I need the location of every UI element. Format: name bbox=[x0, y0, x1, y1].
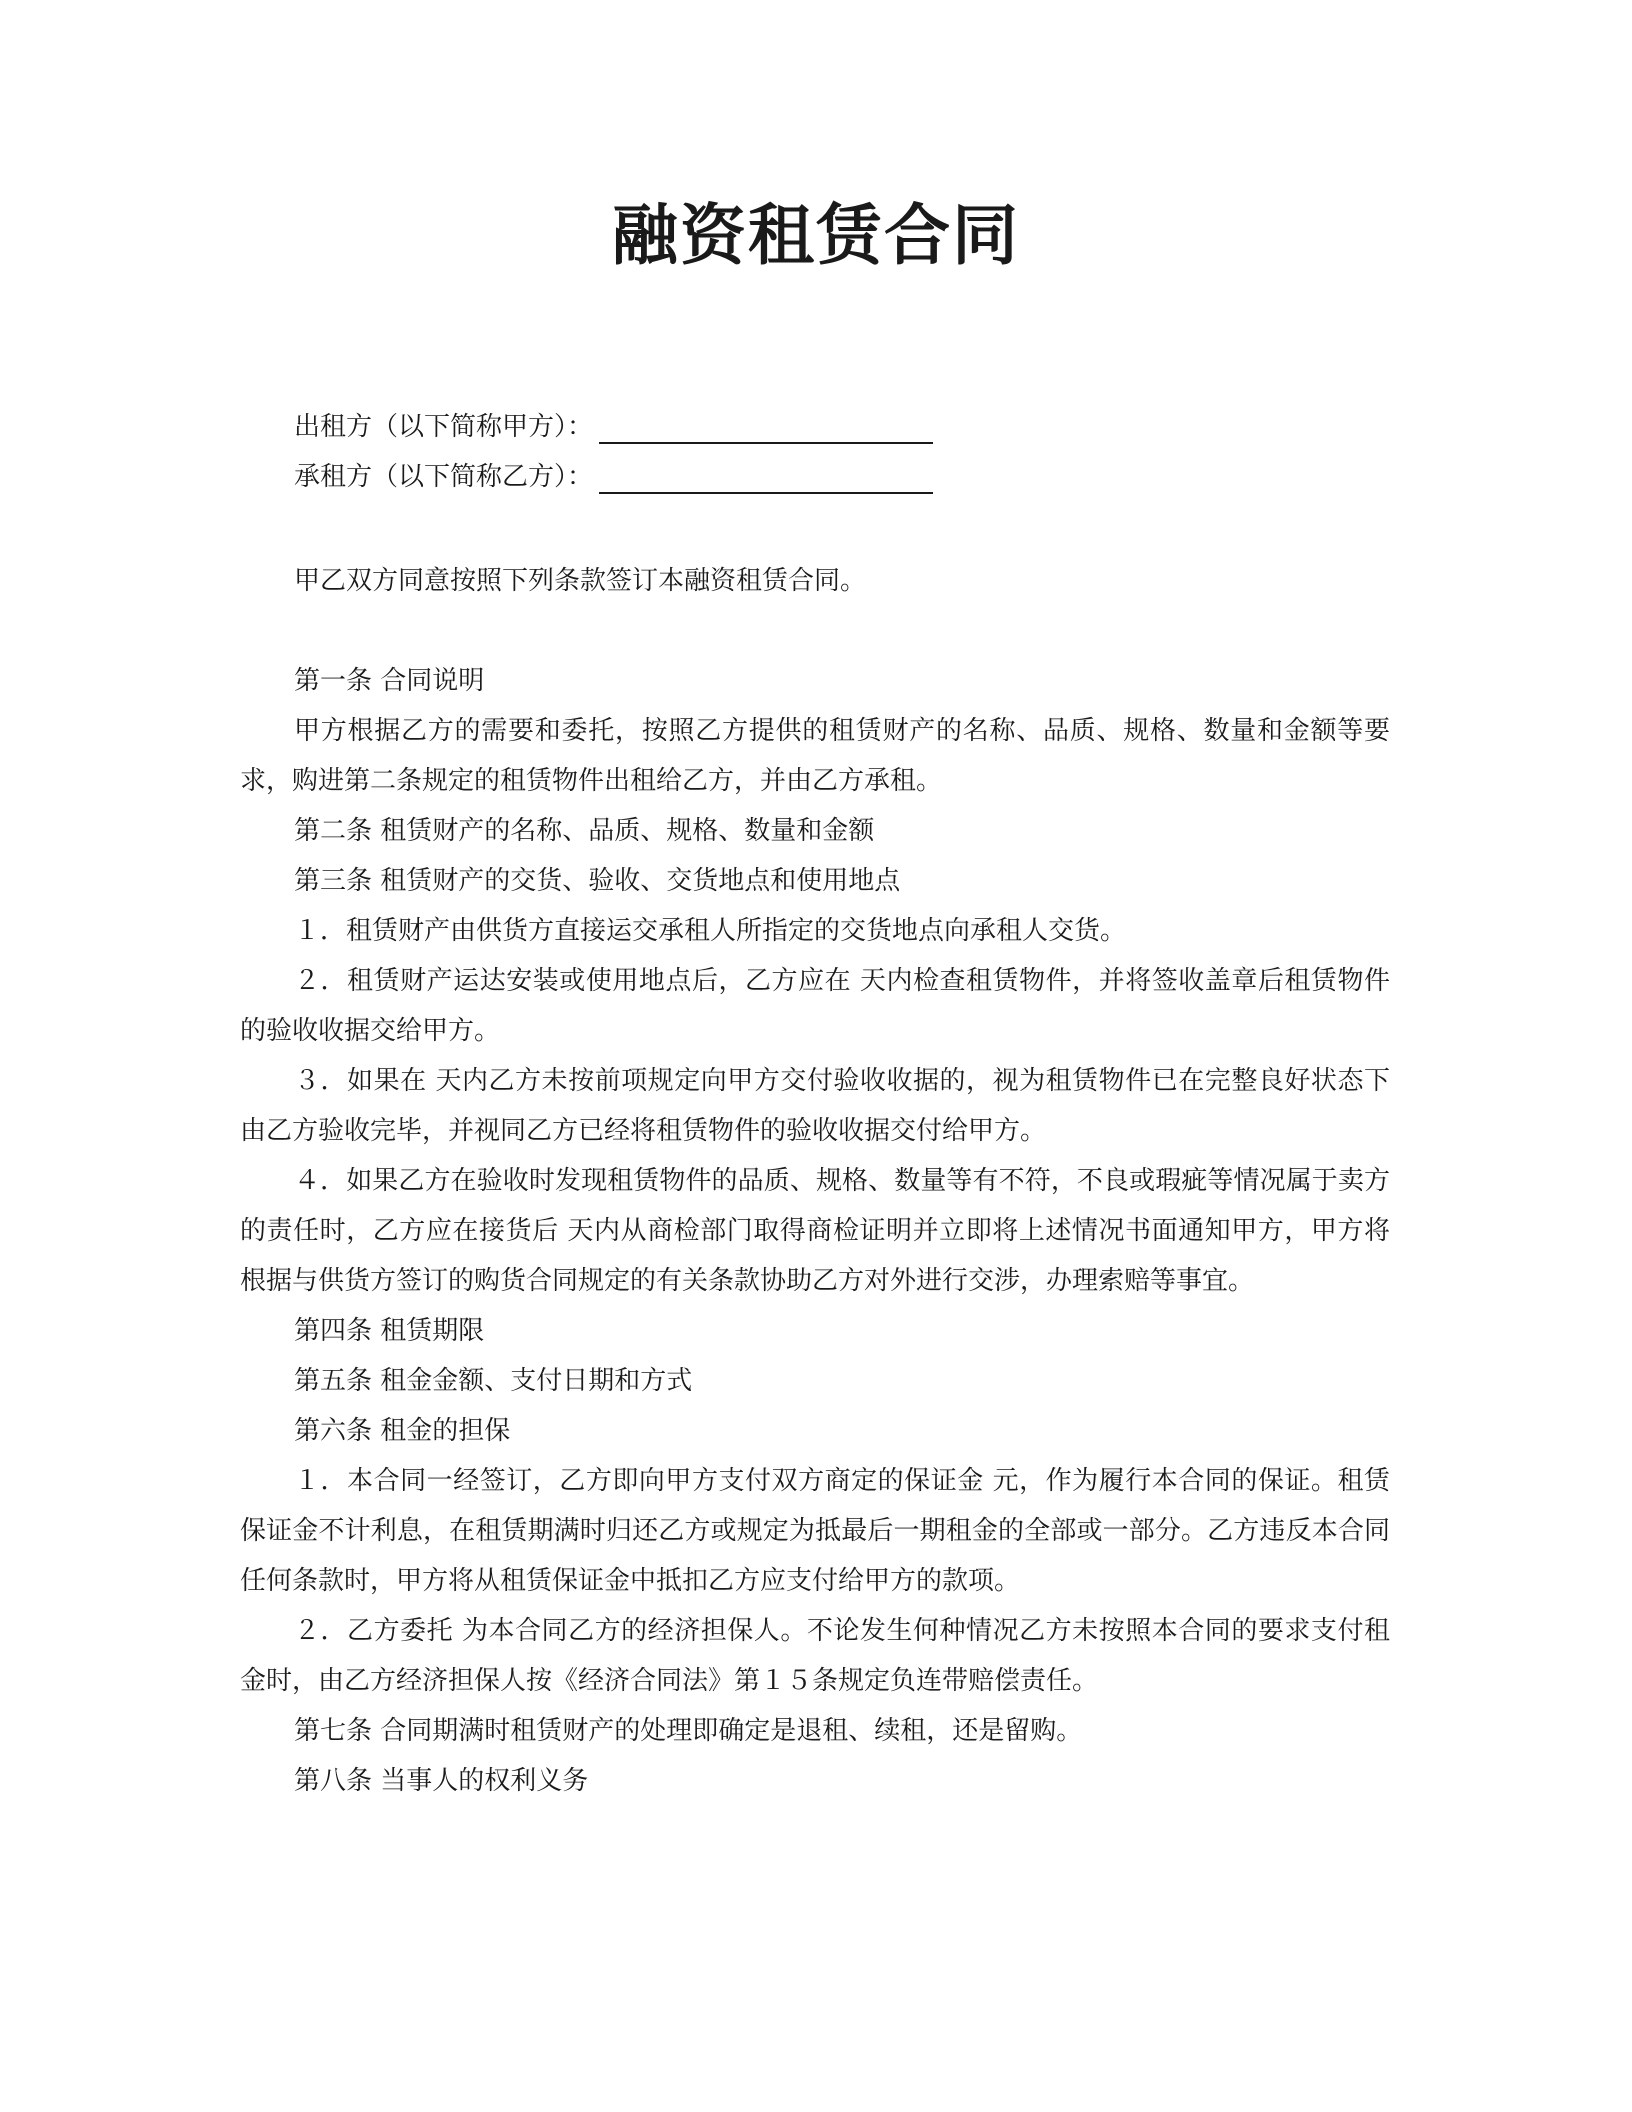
article-7-heading: 第七条 合同期满时租赁财产的处理即确定是退租、续租，还是留购。 bbox=[294, 1716, 1083, 1746]
party-lessee-line bbox=[294, 452, 933, 502]
article-2-heading: 第二条 租赁财产的名称、品质、规格、数量和金额 bbox=[294, 816, 875, 846]
article-5-heading: 第五条 租金金额、支付日期和方式 bbox=[294, 1366, 693, 1396]
article-6-heading: 第六条 租金的担保 bbox=[294, 1416, 511, 1446]
article-3-item-2: ２．租赁财产运达安装或使用地点后，乙方应在 天内检查租赁物件，并将签收盖章后租赁物件的验收收据交给甲方。 bbox=[240, 966, 1390, 1046]
party-lessor-line bbox=[294, 402, 933, 452]
article-8-heading: 第八条 当事人的权利义务 bbox=[294, 1766, 589, 1796]
article-3-item-3: ３．如果在 天内乙方未按前项规定向甲方交付验收收据的，视为租赁物件已在完整良好状态下由乙方验收完毕，并视同乙方已经将租赁物件的验收收据交付给甲方。 bbox=[240, 1066, 1390, 1146]
article-3-item-1: １．租赁财产由供货方直接运交承租人所指定的交货地点向承租人交货。 bbox=[294, 916, 1127, 946]
document-title: 融资租赁合同 bbox=[612, 197, 1020, 274]
article-6-item-1: １．本合同一经签订，乙方即向甲方支付双方商定的保证金 元，作为履行本合同的保证。租赁保证金不计利息，在租赁期满时归还乙方或规定为抵最后一期租金的全部或一部分。乙方违反本合同任何条款时，甲方将从租赁保证金中抵扣乙方应支付给甲方的款项。 bbox=[240, 1466, 1390, 1596]
party-lessor-blank[interactable] bbox=[599, 412, 933, 444]
party-lessor-label: 出租方（以下简称甲方）： bbox=[294, 412, 594, 442]
article-3-item-4: ４．如果乙方在验收时发现租赁物件的品质、规格、数量等有不符，不良或瑕疵等情况属于卖方的责任时，乙方应在接货后 天内从商检部门取得商检证明并立即将上述情况书面通知甲方，甲方将根据与供货方签订的购货合同规定的有关条款协助乙方对外进行交涉，办理索赔等事宜。 bbox=[240, 1166, 1390, 1296]
article-1-text: 甲方根据乙方的需要和委托，按照乙方提供的租赁财产的名称、品质、规格、数量和金额等要求，购进第二条规定的租赁物件出租给乙方，并由乙方承租。 bbox=[240, 716, 1390, 796]
article-4-heading: 第四条 租赁期限 bbox=[294, 1316, 485, 1346]
contract-body bbox=[240, 556, 1390, 1806]
intro-paragraph: 甲乙双方同意按照下列条款签订本融资租赁合同。 bbox=[294, 566, 867, 596]
article-6-item-2: ２．乙方委托 为本合同乙方的经济担保人。不论发生何种情况乙方未按照本合同的要求支付租金时，由乙方经济担保人按《经济合同法》第１５条规定负连带赔偿责任。 bbox=[240, 1616, 1390, 1696]
party-lessee-label: 承租方（以下简称乙方）： bbox=[294, 462, 594, 492]
party-lessee-blank[interactable] bbox=[599, 462, 933, 494]
article-3-heading: 第三条 租赁财产的交货、验收、交货地点和使用地点 bbox=[294, 866, 901, 896]
article-1-heading: 第一条 合同说明 bbox=[294, 666, 485, 696]
